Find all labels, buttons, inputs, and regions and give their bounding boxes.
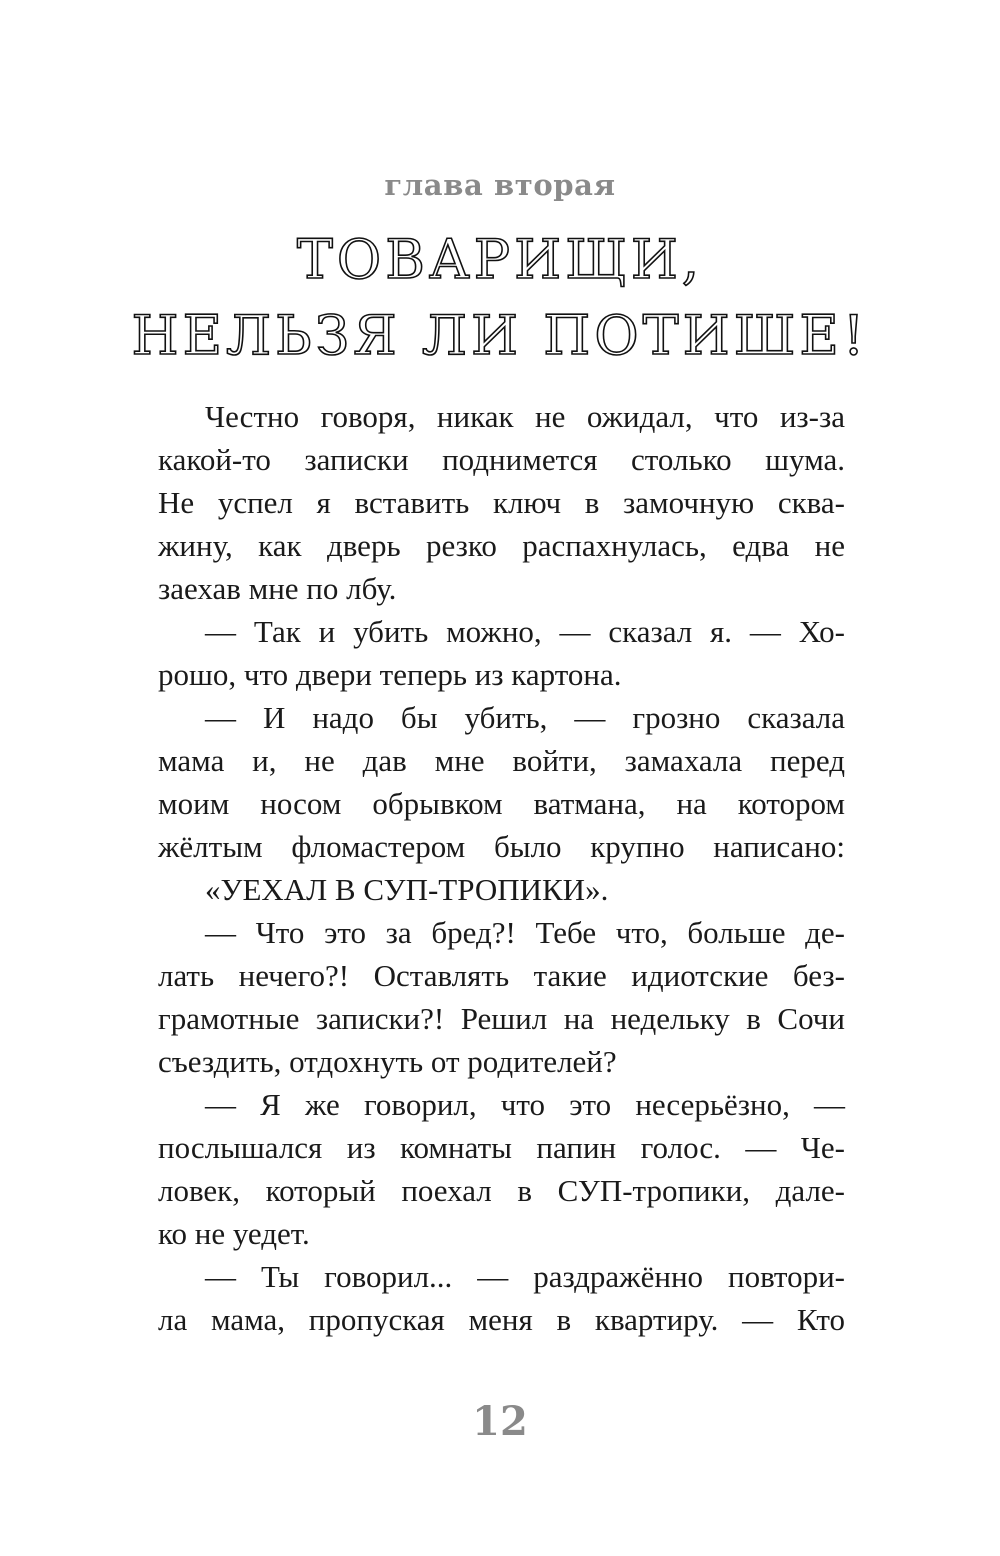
text-line: моим носом обрывком ватмана, на котором	[158, 786, 845, 821]
text-line: Честно говоря, никак не ожидал, что из-за	[205, 399, 845, 434]
text-line: — Так и убить можно, — сказал я. — Хо-	[205, 614, 845, 649]
chapter-label: глава вторая	[384, 168, 616, 202]
text-line: — Я же говорил, что это несерьёзно, —	[205, 1087, 845, 1122]
text-line: рошо, что двери теперь из картона.	[158, 657, 622, 692]
text-line: — Что это за бред?! Тебе что, больше де-	[205, 915, 845, 950]
text-line: заехав мне по лбу.	[158, 571, 397, 606]
text-line: ловек, который поехал в СУП-тропики, дале-	[158, 1173, 845, 1208]
chapter-title	[0, 222, 1000, 374]
text-line: — Ты говорил... — раздражённо повтори-	[205, 1259, 845, 1294]
body-text	[158, 395, 845, 1341]
page-number: 12	[472, 1398, 528, 1445]
text-line: грамотные записки?! Решил на недельку в Сочи	[158, 1001, 845, 1036]
text-line: жёлтым фломастером было крупно написано:	[158, 829, 845, 864]
chapter-title-line: ТОВАРИЩИ,	[296, 228, 704, 291]
text-line: мама и, не дав мне войти, замахала перед	[158, 743, 845, 778]
text-line: ко не уедет.	[158, 1216, 310, 1251]
text-line: какой-то записки поднимется столько шума.	[158, 442, 845, 477]
text-line: жину, как дверь резко распахнулась, едва не	[158, 528, 845, 563]
text-line: съездить, отдохнуть от родителей?	[158, 1044, 617, 1079]
text-line: ла мама, пропуская меня в квартиру. — Кто	[158, 1302, 845, 1337]
text-line: лать нечего?! Оставлять такие идиотские без-	[158, 958, 845, 993]
text-line: — И надо бы убить, — грозно сказала	[205, 700, 845, 735]
chapter-title-line: НЕЛЬЗЯ ЛИ ПОТИШЕ!	[131, 304, 869, 367]
text-line: послышался из комнаты папин голос. — Че-	[158, 1130, 845, 1165]
text-line: «УЕХАЛ В СУП-ТРОПИКИ».	[205, 872, 609, 907]
text-line: Не успел я вставить ключ в замочную сква-	[158, 485, 845, 520]
